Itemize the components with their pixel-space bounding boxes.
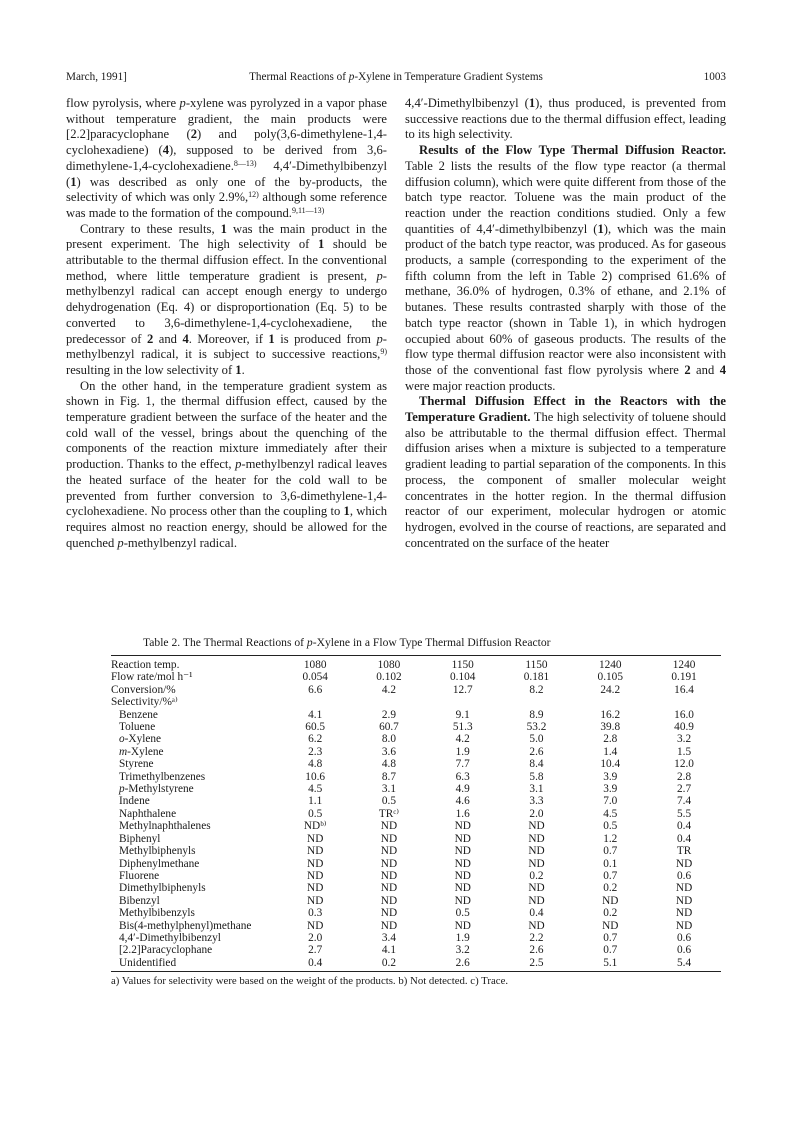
table-cell: ND (380, 894, 398, 907)
table-cell: 0.181 (523, 671, 550, 684)
row-label: [2.2]Paracyclophane (119, 944, 213, 957)
reference: 8—13) (233, 158, 257, 168)
table-cell: 5.8 (529, 770, 544, 783)
page-number: 1003 (703, 71, 726, 83)
table-cell: ND (380, 832, 398, 845)
table-cell: ND (454, 882, 471, 895)
row-label: p-Methylstyrene (119, 783, 194, 796)
table-cell: 8.9 (529, 708, 544, 721)
table-cell: 0.1 (603, 857, 618, 870)
table-cell: ND (528, 919, 545, 932)
table-cell: 0.5 (603, 820, 618, 833)
row-label: Bis(4-methylphenyl)methane (119, 919, 252, 932)
table-cell: 9.1 (455, 708, 470, 721)
table-cell: 0.2 (352, 957, 426, 972)
running-header (66, 71, 726, 87)
table-cell: ND (528, 857, 545, 870)
table-cell: 1.1 (308, 795, 323, 808)
table-2 (111, 636, 721, 988)
table-cell: 5.5 (677, 807, 692, 820)
table-cell: 0.7 (603, 845, 618, 858)
table-cell: 0.7 (603, 931, 618, 944)
table-cell: 39.8 (600, 721, 621, 734)
table-cell: 0.7 (603, 869, 618, 882)
table-cell: 2.0 (529, 807, 544, 820)
table-cell: 0.104 (450, 671, 476, 684)
table-cell: 1240 (598, 659, 622, 671)
header-date: March, 1991] (66, 71, 127, 83)
table-cell: 16.4 (674, 683, 694, 696)
table-cell: 3.2 (677, 733, 692, 746)
table-footnote: a) Values for selectivity were based on the weight of the products. b) Not detected. c) Trace. (111, 975, 509, 988)
table-cell: 2.6 (529, 944, 544, 957)
table-cell: ND (454, 845, 471, 858)
table-cell: 0.7 (603, 944, 618, 957)
table-cell: 4.2 (455, 733, 470, 746)
table-cell: 8.0 (381, 733, 397, 746)
table-cell: 1150 (525, 659, 548, 671)
table-cell: 3.9 (603, 783, 618, 796)
paragraph: flow pyrolysis, where p-xylene was pyrolyzed in a vapor phase without temperature gradient, the main products were [2.2]paracyclophane (2) and poly(3,6-dimethylene-1,4-cyclohexadiene) (4), supposed to be derived from 3,6-dimethylene-1,4-cyclohexadiene.$^{8—13)}$ 4,4′-Dimethylbibenzyl (1) was described as only one of the by-products, the selectivity of which was only 2.9%,$^{12)}$ although some reference was made to the formation of the compound.$^{9,11—13)}$ (66, 96, 387, 220)
table-cell (647, 696, 721, 708)
paragraph: Thermal Diffusion Effect in the Reactors with the Temperature Gradient. The high selectivity of toluene should also be attributable to the thermal diffusion effect. Thermal diffusion arises when a mixture is subjected to a temperature gradient leading to partial separation of the components. In this process, the component of smaller molecular weight concentrates in the hotter region. In the thermal diffusion reactor of our experiment, molecular hydrogen or atomic hydrogen, evolved in the course of reactions, are separated and concentrated on the surface of the heater (405, 394, 726, 550)
table-cell: 8.7 (381, 770, 397, 783)
table-row (111, 957, 721, 972)
table-cell: ND (380, 857, 398, 870)
table-cell: 2.7 (677, 783, 692, 796)
table-cell: 0.2 (603, 907, 618, 920)
table-cell: 60.7 (379, 721, 399, 734)
table-cell: ND (675, 894, 693, 907)
table-cell: 2.7 (308, 944, 323, 957)
table-cell: 0.054 (302, 671, 328, 684)
row-label: m-Xylene (119, 745, 164, 758)
table-row (111, 882, 721, 894)
table-cell: ND (454, 832, 471, 845)
table-row (111, 758, 721, 770)
table-row (111, 709, 721, 721)
table-cell: 4.1 (381, 944, 397, 957)
row-label: Benzene (119, 708, 158, 721)
table-cell: 2.3 (308, 745, 323, 758)
table-cell: ND (528, 832, 545, 845)
table-row (111, 656, 721, 671)
table-cell: 1.6 (455, 807, 470, 820)
table-cell: 0.4 (278, 957, 352, 972)
section-heading: Results of the Flow Type Thermal Diffusion Reactor. (419, 143, 726, 158)
table-cell: 2.8 (677, 770, 692, 783)
table-row (111, 932, 721, 944)
table-cell: ND (380, 919, 398, 932)
table-cell: 4.9 (455, 783, 470, 796)
row-label: Dimethylbiphenyls (119, 882, 206, 895)
table-cell: 1.5 (677, 745, 692, 758)
table-cell: 7.4 (677, 795, 692, 808)
row-label: Fluorene (119, 869, 160, 882)
table-cell: 0.102 (376, 671, 402, 684)
table-cell: 1080 (303, 659, 327, 671)
table-cell: 3.1 (529, 783, 544, 796)
table-cell: ND (307, 919, 324, 932)
table-cell: 2.6 (529, 745, 544, 758)
reference: 12) (248, 190, 259, 200)
table-cell: ND (675, 882, 693, 895)
table-row (111, 721, 721, 733)
table-cell: ND (528, 882, 545, 895)
table-cell: ND (307, 845, 324, 858)
table-cell: ND (454, 869, 471, 882)
table-cell: ND (307, 857, 324, 870)
reference: 9) (380, 347, 387, 357)
table-cell: 1240 (672, 659, 696, 671)
paragraph: Contrary to these results, 1 was the main product in the present experiment. The high selectivity of 1 should be attributable to the thermal diffusion effect. In the conventional method, where little temperature gradient is present, p-methylbenzyl radical can accept enough energy to undergo dehydrogenation (Eq. 4) or disproportionation (Eq. 5) to be converted to 3,6-dimethylene-1,4-cyclohexadiene, the predecessor of 2 and 4. Moreover, if 1 is produced from p-methylbenzyl radical, it is subject to successive reactions,$^{9)}$ resulting in the low selectivity of 1. (66, 221, 387, 377)
table-cell: 24.2 (600, 683, 621, 696)
row-label: Diphenylmethane (119, 857, 200, 870)
table-cell: ND (380, 907, 398, 920)
table-row (111, 671, 721, 683)
table-cell (573, 696, 647, 708)
table-cell (278, 696, 352, 708)
table-cell: ND (602, 894, 619, 907)
table-row (111, 746, 721, 758)
table-cell: ND (307, 832, 324, 845)
table-cell: 3.2 (455, 944, 470, 957)
table-row (111, 870, 721, 882)
table-row (111, 795, 721, 807)
table-cell: 1150 (451, 659, 474, 671)
table-row (111, 833, 721, 845)
table-row (111, 944, 721, 956)
row-label: Conversion/% (111, 683, 176, 696)
table-cell: 4.2 (381, 683, 397, 696)
table-cell: ND (602, 919, 619, 932)
table-cell: 2.0 (308, 931, 323, 944)
table-cell: 0.6 (677, 869, 692, 882)
table-cell: 1.9 (455, 745, 470, 758)
table-cell: 40.9 (674, 721, 694, 734)
table-cell: 10.6 (305, 770, 326, 783)
table-row (111, 845, 721, 857)
table-cell: 0.6 (677, 944, 692, 957)
table-cell: 1.9 (455, 931, 470, 944)
table-cell: 60.5 (305, 721, 326, 734)
row-label: Biphenyl (119, 832, 161, 845)
table-cell: 0.4 (677, 820, 692, 833)
table-row (111, 820, 721, 832)
row-label: Methylbiphenyls (119, 845, 196, 858)
table-cell: 8.4 (529, 758, 544, 771)
table-cell: ND (454, 820, 471, 833)
table-cell: 8.2 (529, 683, 544, 696)
table-caption: Table 2. The Thermal Reactions of p-Xylene in a Flow Type Thermal Diffusion Reactor (143, 636, 551, 649)
table-cell: 0.2 (603, 882, 618, 895)
table-cell: 1.4 (603, 745, 618, 758)
table-row (111, 684, 721, 696)
table-cell: 4.5 (603, 807, 618, 820)
table-cell: 12.7 (452, 683, 473, 696)
table-cell: 2.2 (529, 931, 544, 944)
table-cell: ND (528, 845, 545, 858)
section-heading: Thermal Diffusion Effect in the Reactors with the Temperature Gradient. (405, 394, 726, 425)
table-cell: 1080 (377, 659, 401, 671)
table-row (111, 733, 721, 745)
table-cell: 2.6 (426, 957, 500, 972)
table-cell: 10.4 (600, 758, 621, 771)
table-cell: 0.5 (381, 795, 397, 808)
table-cell: 0.5 (455, 907, 470, 920)
table-cell (352, 696, 426, 708)
table-cell: ND (454, 919, 471, 932)
paragraph: Results of the Flow Type Thermal Diffusion Reactor. Table 2 lists the results of the flow type reactor (a thermal diffusion column), which were quite different from those of the batch type reactor. Toluene was the main product of the reaction under the reaction conditions studied. Only a few quantities of 4,4′-dimethylbibenzyl (1), which was the main product of the batch type reactor, was produced. As for gaseous products, a sample (corresponding to the experiment of the fifth column from the left in Table 2) comprised 61.6% of methane, 36.0% of hydrogen, 0.3% of ethane, and 2.1% of butanes. These results contrasted sharply with those of the batch type reactor (shown in Table 1), in which hydrogen occupied about 60% of gaseous products. The results of the flow type thermal diffusion reactor were also inconsistent with those of the conventional fast flow pyrolysis where 2 and 4 were major reaction products. (405, 143, 726, 393)
table-cell: 0.105 (597, 671, 623, 684)
table-row (111, 858, 721, 870)
results-table (111, 655, 721, 972)
table-cell: 4.5 (308, 783, 323, 796)
table-cell: 16.0 (674, 708, 694, 721)
row-label: 4,4′-Dimethylbibenzyl (119, 931, 221, 944)
table-cell: 6.6 (308, 683, 323, 696)
table-row (111, 895, 721, 907)
table-cell: 0.6 (677, 931, 692, 944)
table-cell: 4.1 (308, 708, 323, 721)
right-column (405, 96, 726, 551)
table-cell: 5.1 (573, 957, 647, 972)
row-label: Toluene (119, 721, 156, 734)
table-cell: 0.3 (308, 907, 323, 920)
table-cell: 0.5 (308, 807, 323, 820)
table-cell: 4.8 (381, 758, 397, 771)
table-row (111, 920, 721, 932)
table-cell: 7.7 (455, 758, 470, 771)
table-row (111, 907, 721, 919)
row-label: Reaction temp. (111, 659, 180, 671)
table-row (111, 696, 721, 708)
table-cell: ND (675, 907, 693, 920)
paragraph: On the other hand, in the temperature gradient system as shown in Fig. 1, the thermal diffusion effect, caused by the temperature gradient between the surface of the heater and the cold wall of the vessel, brings about the quenching of the components of the reaction mixture immediately after their production. Thanks to the effect, p-methylbenzyl radical leaves the heated surface of the heater for the cold wall to be prevented from further conversion to 3,6-dimethylene-1,4-cyclohexadiene. No process other than the coupling to 1, which requires almost no reaction energy, should be allowed for the quenched p-methylbenzyl radical. (66, 378, 388, 550)
table-cell: 16.2 (600, 708, 621, 721)
row-label: Bibenzyl (119, 894, 160, 907)
table-cell: ND (528, 894, 545, 907)
row-label: Methylnaphthalenes (119, 820, 211, 833)
table-cell: 51.3 (452, 721, 473, 734)
row-label: o-Xylene (119, 733, 162, 746)
table-cell: 7.0 (603, 795, 618, 808)
row-label: Methylbibenzyls (119, 907, 195, 920)
row-label: Unidentified (111, 957, 278, 972)
table-cell: ND (380, 882, 398, 895)
table-cell: 1.2 (603, 832, 618, 845)
table-cell: ND (380, 820, 398, 833)
table-cell: TR (676, 845, 692, 858)
table-cell (500, 696, 574, 708)
header-title: Thermal Reactions of p-Xylene in Temperature Gradient Systems (249, 71, 543, 83)
paragraph: 4,4′-Dimethylbibenzyl (1), thus produced, is prevented from successive reactions due to the thermal diffusion effect, leading to its high selectivity. (405, 96, 726, 142)
table-cell: 3.6 (381, 745, 397, 758)
row-label: Styrene (119, 758, 154, 771)
table-cell: 0.4 (529, 907, 544, 920)
table-cell: ND (454, 857, 471, 870)
table-cell: ND (454, 894, 471, 907)
table-cell: 6.3 (455, 770, 470, 783)
left-column (66, 96, 387, 551)
table-cell: 6.2 (308, 733, 323, 746)
table-row (111, 771, 721, 783)
table-cell: 3.9 (603, 770, 618, 783)
row-label: Flow rate/mol h⁻¹ (111, 671, 193, 684)
table-cell: ND (528, 820, 545, 833)
table-cell: ND (675, 919, 693, 932)
table-row (111, 783, 721, 795)
table-cell (426, 696, 500, 708)
table-cell: 5.4 (647, 957, 721, 972)
table-cell: 0.2 (529, 869, 544, 882)
table-cell: ND (307, 869, 324, 882)
table-cell: 3.3 (529, 795, 544, 808)
table-cell: ND (307, 882, 324, 895)
table-row (111, 808, 721, 820)
table-cell: NDᵇ⁾ (303, 820, 327, 833)
row-label: Trimethylbenzenes (119, 770, 206, 783)
table-cell: TRᶜ⁾ (378, 807, 400, 820)
row-label: Selectivity/%ᵃ⁾ (111, 696, 178, 709)
row-label: Indene (119, 795, 150, 808)
table-cell: 2.5 (500, 957, 574, 972)
table-cell: 2.8 (603, 733, 618, 746)
table-cell: 3.4 (381, 931, 397, 944)
table-cell: 2.9 (381, 708, 397, 721)
table-cell: 0.191 (671, 671, 697, 684)
row-label: Naphthalene (119, 807, 177, 820)
table-cell: 12.0 (674, 758, 694, 771)
table-cell: ND (380, 869, 398, 882)
table-cell: 0.4 (677, 832, 692, 845)
table-cell: ND (307, 894, 324, 907)
table-cell: 3.1 (381, 783, 397, 796)
table-cell: 53.2 (526, 721, 547, 734)
table-cell: ND (380, 845, 398, 858)
reference: 9,11—13) (291, 205, 325, 215)
table-cell: ND (675, 857, 693, 870)
table-cell: 4.6 (455, 795, 470, 808)
table-cell: 4.8 (308, 758, 323, 771)
table-cell: 5.0 (529, 733, 544, 746)
